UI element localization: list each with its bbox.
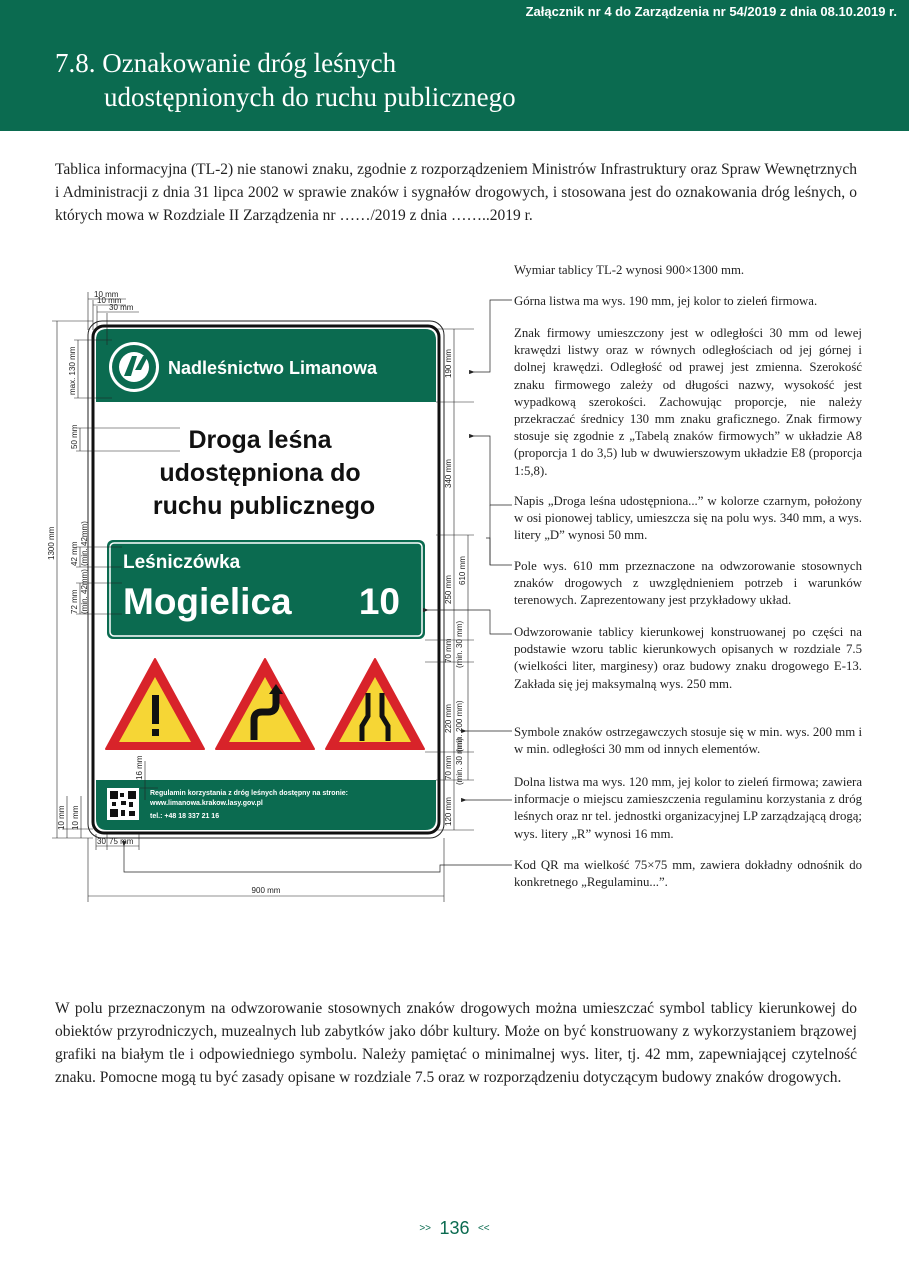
forestry-logo-icon [109, 342, 159, 392]
district-name: Nadleśnictwo Limanowa [168, 358, 378, 378]
dim-inner-16: 16 mm [135, 755, 144, 780]
footer-phone: tel.: +48 18 337 21 16 [150, 813, 220, 820]
dim-right-220-min: (min. 200 mm) [455, 700, 464, 752]
note-warning-symbols: Symbole znaków ostrzegawczych stosuje się w min. wys. 200 mm i w min. odległości 30 mm od innych elementów. [514, 725, 862, 757]
road-text-line1: Droga leśna [188, 426, 332, 454]
dim-top-10a: 10 mm [94, 290, 119, 299]
road-text-line2: udostępniona do [159, 459, 361, 487]
dim-left-72: 72 mm [70, 589, 79, 614]
dim-bottom-75: 75 mm [109, 837, 134, 846]
note-direction-sign: Odwzorowanie tablicy kierunkowej konstruowanej po części na podstawie wzoru tablic kierunkowych opisanych w rozdziale 7.5 (wielkości liter, marginesy) oraz budowy znaku drogowego E-13. Zakłada się jej maksymalną wys. 250 mm. [514, 625, 862, 691]
dim-right-120: 120 mm [444, 797, 453, 826]
footer-url: www.limanowa.krakow.lasy.gov.pl [150, 800, 263, 807]
sign-bottom-band [96, 780, 436, 830]
dim-top-10b: 10 mm [97, 296, 122, 305]
section-title-line1: 7.8. Oznakowanie dróg leśnych [55, 48, 397, 78]
page-footer [0, 1218, 909, 1239]
road-text-line3: ruchu publicznego [152, 492, 376, 520]
footer-regulation-text: Regulamin korzystania z dróg leśnych dostępny na stronie: [150, 790, 348, 797]
dim-right-70b: 70 mm [444, 755, 453, 780]
dim-left-10b: 10 mm [71, 805, 80, 830]
dim-right-340: 340 mm [444, 459, 453, 488]
page-number: 136 [439, 1218, 470, 1238]
note-signs-field: Pole wys. 610 mm przeznaczone na odwzorowanie stosownych znaków drogowych z uwzględnieniem potrzeb i warunków terenowych. Zaprezentowany jest przykładowy układ. [514, 559, 862, 608]
dim-right-610: 610 mm [458, 556, 467, 585]
intro-paragraph: Tablica informacyjna (TL-2) nie stanowi znaku, zgodnie z rozporządzeniem Ministrów Infrastruktury oraz Spraw Wewnętrznych i Administracji z dnia 31 lipca 2002 w sprawie znaków i sygnałów drogowych, i stosowana jest do oznakowania dróg leśnych, o których mowa w Rozdziale II Zarządzenia nr ……/2019 z dnia ……..2019 r. [55, 161, 857, 224]
dim-right-250: 250 mm [444, 575, 453, 604]
direction-distance: 10 [358, 581, 400, 622]
dim-left-50: 50 mm [70, 424, 79, 449]
page-arrows-left: >> [419, 1223, 432, 1234]
dim-right-220: 220 mm [444, 704, 453, 733]
note-qr-code: Kod QR ma wielkość 75×75 mm, zawiera dokładny odnośnik do konkretnego „Regulaminu...”. [514, 858, 862, 890]
dim-bottom-30: 30 [97, 837, 106, 846]
page-arrows-right: << [477, 1223, 490, 1234]
dim-left-10a: 10 mm [57, 805, 66, 830]
dim-left-72min: (min. 42mm) [80, 569, 89, 614]
dim-left-max130: max. 130 mm [68, 346, 77, 395]
direction-small: Leśniczówka [123, 552, 241, 573]
dim-right-70a: 70 mm [444, 638, 453, 663]
dim-right-70a-min: (min. 30 mm) [455, 620, 464, 668]
dim-left-42: 42 mm [70, 541, 79, 566]
note-top-band: Górna listwa ma wys. 190 mm, jej kolor to zieleń firmowa. [514, 294, 818, 308]
note-size: Wymiar tablicy TL-2 wynosi 900×1300 mm. [514, 263, 745, 277]
dim-right-190: 190 mm [444, 349, 453, 378]
dim-right-70b-min: (min. 30 mm) [455, 737, 464, 785]
direction-big: Mogielica [123, 581, 292, 622]
dim-left-42min: (min. 42mm) [80, 521, 89, 566]
note-logo: Znak firmowy umieszczony jest w odległości 30 mm od lewej krawędzi listwy oraz w równych odległościach od jej górnej i dolnej krawędzi. Odległość od prawej jest zmienna. Szerokość znaku firmowego zależy od długości nazwy, wysokość jest wypadkową szerokości. Zachowując proporcje, nie należy przekraczać średnicy 130 mm znaku graficznego. Znak firmowy stosuje się zgodnie z „Tabelą znaków firmowych” w układzie A8 (proporcja 1 do 3,5) lub w dwuwierszowym układzie E8 (proporcja 1:5,8). [514, 326, 862, 478]
section-title-line2: udostępnionych do ruchu publicznego [104, 82, 516, 112]
dim-bottom-900: 900 mm [251, 886, 281, 895]
qr-code-icon [107, 788, 139, 820]
dim-left-1300: 1300 mm [47, 526, 56, 560]
closing-paragraph: W polu przeznaczonym na odwzorowanie stosownych znaków drogowych można umieszczać symbol tablicy kierunkowej do obiektów przyrodniczych, muzealnych lub zabytków jako dóbr kultury. Może on być konstruowany z wykorzystaniem brązowej grafiki na białym tle i odpowiedniego symbolu. Należy pamiętać o minimalnej wys. liter, tj. 42 mm, zapewniającej czytelność znaku. Pomocne mogą tu być zasady opisane w rozdziale 7.5 oraz w rozporządzeniu dotyczącym budowy znaków drogowych. [55, 1000, 857, 1086]
dim-top-30: 30 mm [109, 303, 134, 312]
note-bottom-band: Dolna listwa ma wys. 120 mm, jej kolor to zieleń firmowa; zawiera informacje o miejscu zamieszczenia regulaminu korzystania z dróg leśnych oraz nr tel. jednostki organizacyjnej LP zarządzającą drogą; wys. litery „R” wynosi 16 mm. [514, 775, 862, 841]
note-road-text: Napis „Droga leśna udostępniona...” w kolorze czarnym, położony w osi pionowej tablicy, umieszcza się na polu wys. 340 mm, a wys. litery „D” wynosi 50 mm. [514, 494, 862, 543]
annex-label: Załącznik nr 4 do Zarządzenia nr 54/2019 z dnia 08.10.2019 r. [525, 4, 897, 19]
